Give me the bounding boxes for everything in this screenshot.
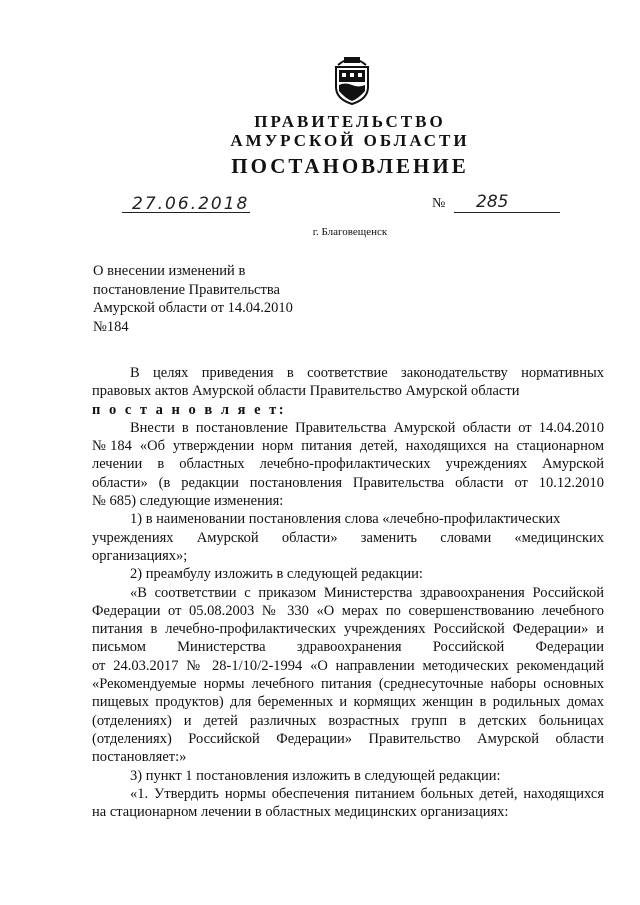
document-type-title: ПОСТАНОВЛЕНИЕ	[231, 154, 469, 178]
number-underline	[454, 212, 560, 213]
body-line: организациях»;	[92, 547, 188, 564]
body-line: «1. Утвердить нормы обеспечения питанием больных детей, находящихся	[130, 785, 604, 802]
subject-line: Амурской области от 14.04.2010	[93, 300, 293, 316]
body-line: (отделениях) Российской Федерации» Правительство Амурской области	[92, 730, 604, 747]
body-line: № 685) следующие изменения:	[92, 493, 284, 510]
city-line: г. Благовещенск	[312, 226, 388, 238]
subject-line: О внесении изменений в	[93, 263, 246, 279]
body-line: на стационарном лечении в областных медицинских организациях:	[92, 804, 509, 821]
org-title-line2: АМУРСКОЙ ОБЛАСТИ	[230, 131, 470, 150]
body-line: В целях приведения в соответствие законодательству нормативных	[130, 365, 604, 381]
body-line: «В соответствии с приказом Министерства здравоохранения Российской	[130, 584, 604, 601]
body-line: Федерации от 05.08.2003 № 330 «О мерах по совершенствованию лечебного	[92, 602, 604, 619]
body-line: 3) пункт 1 постановления изложить в следующей редакции:	[130, 767, 501, 784]
subject-line: №184	[93, 318, 129, 335]
subject-block	[93, 262, 333, 336]
body-line: области» (в редакции постановления Правительства области от 10.12.2010	[92, 474, 604, 491]
body-line: пищевых продуктов) для беременных и кормящих женщин в родильных домах	[92, 694, 604, 711]
body-line: Внести в постановление Правительства Амурской области от 14.04.2010	[130, 419, 604, 436]
body-line: учреждениях Амурской области» заменить словами «медицинских	[92, 529, 604, 546]
body-line: письмом Министерства здравоохранения Российской Федерации	[92, 639, 604, 656]
body-line: от 24.03.2017 № 28-1/10/2-1994 «О направлении методических рекомендаций	[92, 657, 604, 674]
subject-line: постановление Правительства	[93, 281, 280, 298]
date-underline	[122, 212, 250, 213]
body-line: лечении в областных лечебно-профилактических учреждениях Амурской	[92, 456, 604, 473]
body-line: питания в лечебно-профилактических учреждениях Российской Федерации» и	[92, 621, 604, 638]
body-line: постановляет:»	[92, 749, 187, 766]
body-line: «Рекомендуемые нормы лечебного питания (среднесуточные наборы основных	[92, 676, 604, 693]
body-line: 1) в наименовании постановления слова «лечебно-профилактических	[130, 511, 561, 528]
org-title-line1: ПРАВИТЕЛЬСТВО	[254, 112, 446, 131]
document-body	[92, 364, 604, 821]
coat-of-arms-icon	[330, 55, 374, 105]
decree-keyword: п о с т а н о в л я е т:	[92, 401, 287, 418]
body-line: 2) преамбулу изложить в следующей редакции:	[130, 566, 423, 583]
body-line: правовых актов Амурской области Правительство Амурской области	[92, 383, 520, 400]
body-line: (отделениях) и детей различных возрастных групп в детских больницах	[92, 712, 604, 729]
handwritten-number: 285	[476, 192, 509, 212]
number-label: №	[432, 196, 446, 211]
body-line: №184 «Об утверждении норм питания детей, находящихся на стационарном	[92, 438, 604, 455]
handwritten-date: 27.06.2018	[132, 194, 250, 214]
